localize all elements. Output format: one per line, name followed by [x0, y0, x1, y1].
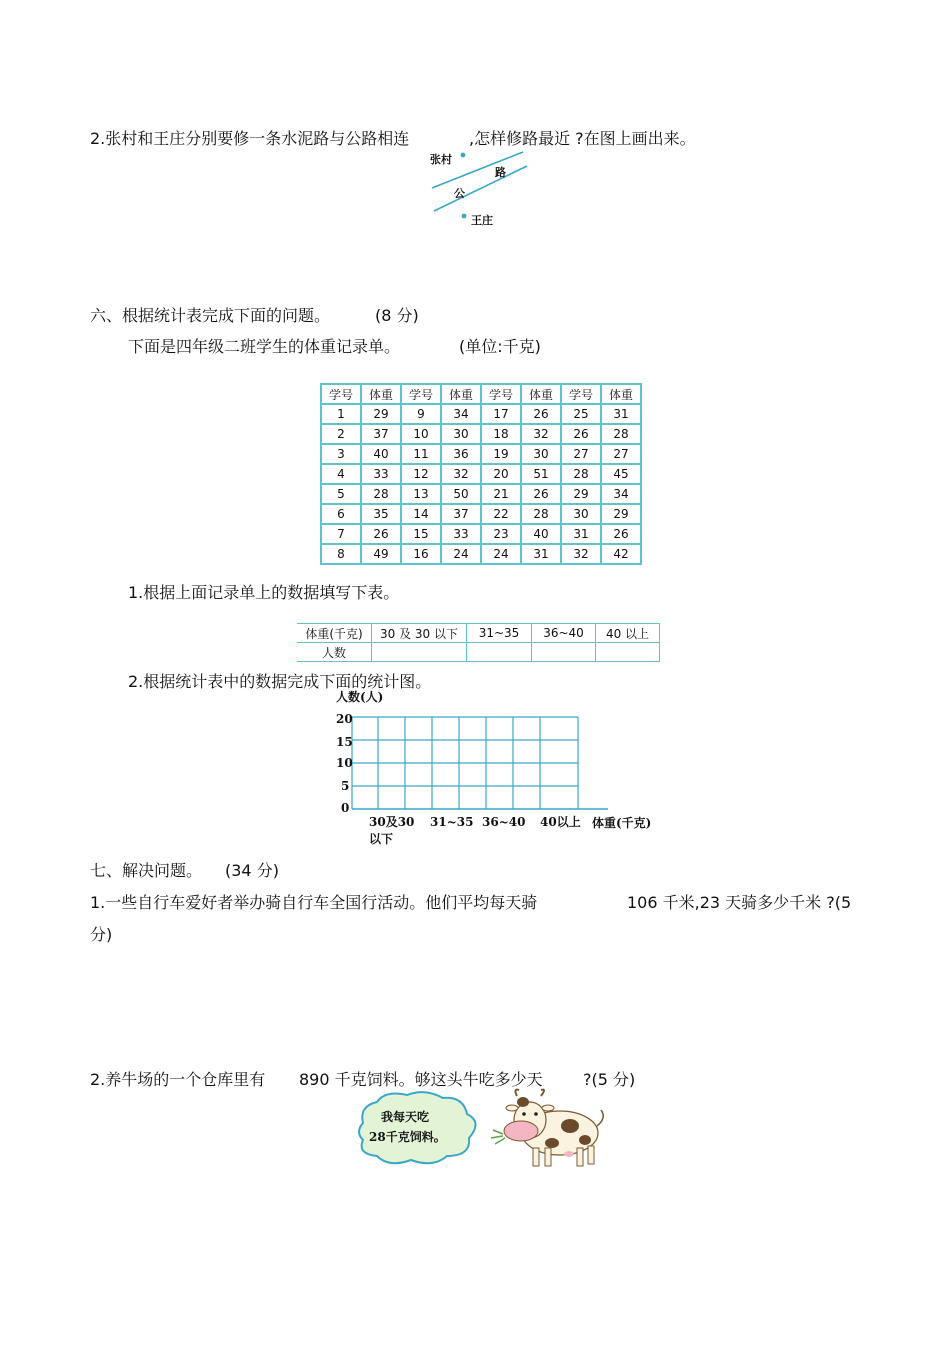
cow-illustration — [355, 1088, 605, 1173]
y-tick-label: 10 — [336, 756, 353, 770]
section6-unit: (单位:千克) — [459, 337, 541, 356]
header-cell: 体重 — [601, 384, 641, 404]
table-cell: 27 — [601, 444, 641, 464]
table-cell: 37 — [361, 424, 401, 444]
table-row — [321, 504, 641, 524]
table-cell: 40 — [361, 444, 401, 464]
road-question-part1: 2.张村和王庄分别要修一条水泥路与公路相连 — [90, 129, 410, 148]
header-cell: 体重 — [361, 384, 401, 404]
table-row — [321, 544, 641, 564]
table-cell: 31 — [561, 524, 601, 544]
table-cell: 15 — [401, 524, 441, 544]
section6-sub2: 2.根据统计表中的数据完成下面的统计图。 — [128, 672, 432, 691]
fill-answer-cell[interactable] — [467, 643, 532, 662]
table-cell: 33 — [361, 464, 401, 484]
table-header-row — [321, 384, 641, 404]
table-cell: 32 — [521, 424, 561, 444]
table-cell: 30 — [561, 504, 601, 524]
q1-text-part2: 106 千米,23 天骑多少千米 ?(5 — [627, 893, 852, 912]
table-cell: 7 — [321, 524, 361, 544]
fill-count-label: 人数 — [297, 643, 372, 662]
fill-header-label: 体重(千克) — [297, 624, 372, 643]
q1-text-part3: 分) — [90, 925, 113, 944]
header-cell: 体重 — [441, 384, 481, 404]
table-cell: 45 — [601, 464, 641, 484]
y-tick-label: 20 — [336, 712, 353, 726]
table-cell: 26 — [601, 524, 641, 544]
table-cell: 16 — [401, 544, 441, 564]
table-cell: 32 — [441, 464, 481, 484]
table-cell: 24 — [441, 544, 481, 564]
q2-text-part1: 2.养牛场的一个仓库里有 — [90, 1070, 266, 1089]
table-row — [321, 444, 641, 464]
road-char-2: 路 — [495, 166, 506, 179]
table-cell: 26 — [521, 404, 561, 424]
fill-row-count — [297, 643, 660, 662]
table-cell: 28 — [361, 484, 401, 504]
table-cell: 28 — [601, 424, 641, 444]
q2-text-part3: ?(5 分) — [583, 1070, 636, 1089]
x-tick-label: 31~35 — [430, 815, 474, 829]
road-diagram — [420, 148, 540, 233]
table-cell: 28 — [561, 464, 601, 484]
table-cell: 34 — [601, 484, 641, 504]
fill-header-cell: 31~35 — [467, 624, 532, 643]
table-cell: 42 — [601, 544, 641, 564]
table-cell: 50 — [441, 484, 481, 504]
fill-header-cell: 36~40 — [532, 624, 596, 643]
header-cell: 学号 — [561, 384, 601, 404]
y-tick-label: 5 — [341, 779, 350, 793]
table-cell: 26 — [521, 484, 561, 504]
table-row — [321, 424, 641, 444]
table-cell: 13 — [401, 484, 441, 504]
table-cell: 37 — [441, 504, 481, 524]
table-row — [321, 524, 641, 544]
table-cell: 17 — [481, 404, 521, 424]
table-cell: 26 — [361, 524, 401, 544]
table-cell: 35 — [361, 504, 401, 524]
table-cell: 34 — [441, 404, 481, 424]
table-cell: 20 — [481, 464, 521, 484]
table-cell: 2 — [321, 424, 361, 444]
fill-header-cell: 40 以上 — [596, 624, 660, 643]
table-cell: 10 — [401, 424, 441, 444]
grid-chart — [330, 688, 670, 848]
cow-bubble-line1: 我每天吃 — [381, 1110, 430, 1124]
table-cell: 5 — [321, 484, 361, 504]
table-cell: 31 — [601, 404, 641, 424]
village-b-label: 王庄 — [471, 214, 493, 227]
y-tick-label: 0 — [341, 801, 350, 815]
section6-sub1: 1.根据上面记录单上的数据填写下表。 — [128, 583, 400, 602]
q1-text-part1: 1.一些自行车爱好者举办骑自行车全国行活动。他们平均每天骑 — [90, 893, 538, 912]
table-cell: 1 — [321, 404, 361, 424]
header-cell: 学号 — [481, 384, 521, 404]
x-tick-label: 以下 — [369, 832, 394, 846]
x-tick-label: 36~40 — [482, 815, 526, 829]
table-cell: 30 — [521, 444, 561, 464]
table-row — [321, 464, 641, 484]
village-a-label: 张村 — [430, 153, 452, 166]
section6-title: 六、根据统计表完成下面的问题。 — [90, 306, 331, 325]
road-char-1: 公 — [454, 187, 465, 200]
fill-header-cell: 30 及 30 以下 — [372, 624, 467, 643]
table-cell: 40 — [521, 524, 561, 544]
table-cell: 19 — [481, 444, 521, 464]
fill-in-table — [297, 623, 660, 662]
table-cell: 23 — [481, 524, 521, 544]
table-cell: 51 — [521, 464, 561, 484]
table-cell: 6 — [321, 504, 361, 524]
q2-text-part2: 890 千克饲料。够这头牛吃多少天 — [299, 1070, 543, 1089]
table-cell: 18 — [481, 424, 521, 444]
section7-score: (34 分) — [225, 861, 279, 880]
header-cell: 学号 — [321, 384, 361, 404]
village-b-dot — [462, 214, 467, 219]
header-cell: 体重 — [521, 384, 561, 404]
table-cell: 29 — [601, 504, 641, 524]
table-cell: 30 — [441, 424, 481, 444]
fill-answer-cell[interactable] — [372, 643, 467, 662]
table-cell: 8 — [321, 544, 361, 564]
chart-ylabel: 人数(人) — [336, 690, 384, 704]
table-cell: 24 — [481, 544, 521, 564]
x-tick-label: 30及30 — [369, 815, 415, 829]
table-cell: 29 — [561, 484, 601, 504]
table-cell: 12 — [401, 464, 441, 484]
table-cell: 14 — [401, 504, 441, 524]
table-cell: 27 — [561, 444, 601, 464]
table-cell: 22 — [481, 504, 521, 524]
section6-score: (8 分) — [375, 306, 419, 325]
table-row — [321, 404, 641, 424]
fill-answer-cell[interactable] — [532, 643, 596, 662]
table-cell: 36 — [441, 444, 481, 464]
header-cell: 学号 — [401, 384, 441, 404]
y-tick-label: 15 — [336, 735, 353, 749]
weight-record-table — [320, 383, 642, 565]
chart-xlabel: 体重(千克) — [592, 816, 652, 830]
table-cell: 31 — [521, 544, 561, 564]
cow-bubble-line2: 28千克饲料。 — [369, 1130, 446, 1144]
fill-answer-cell[interactable] — [596, 643, 660, 662]
section6-intro: 下面是四年级二班学生的体重记录单。 — [128, 337, 401, 356]
table-cell: 9 — [401, 404, 441, 424]
table-cell: 25 — [561, 404, 601, 424]
table-cell: 4 — [321, 464, 361, 484]
table-cell: 33 — [441, 524, 481, 544]
table-cell: 26 — [561, 424, 601, 444]
table-cell: 49 — [361, 544, 401, 564]
fill-row-weight — [297, 624, 660, 643]
table-cell: 11 — [401, 444, 441, 464]
table-cell: 21 — [481, 484, 521, 504]
village-a-dot — [461, 153, 466, 158]
table-cell: 29 — [361, 404, 401, 424]
x-tick-label: 40以上 — [540, 815, 581, 829]
table-cell: 28 — [521, 504, 561, 524]
road-question-part2: ,怎样修路最近 ?在图上画出来。 — [469, 129, 696, 148]
table-cell: 3 — [321, 444, 361, 464]
section7-title: 七、解决问题。 — [90, 861, 203, 880]
table-cell: 32 — [561, 544, 601, 564]
table-row — [321, 484, 641, 504]
